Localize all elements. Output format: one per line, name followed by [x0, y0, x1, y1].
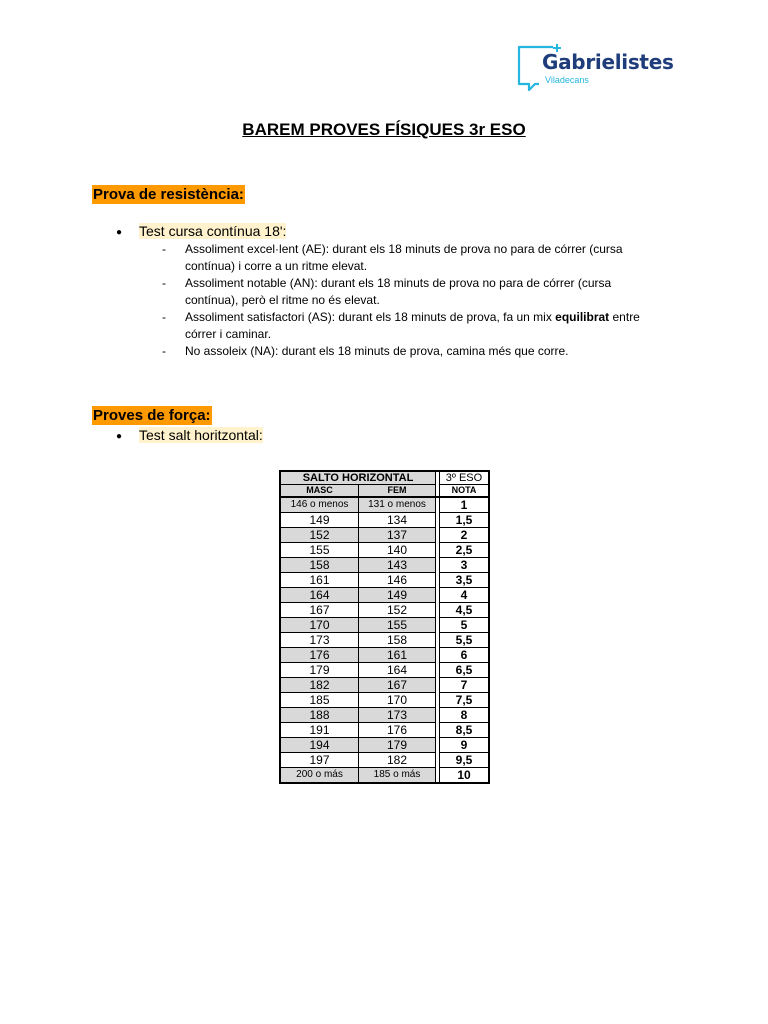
cell-masc: 161	[280, 573, 359, 588]
table-row	[280, 603, 489, 618]
dash-icon: -	[162, 344, 166, 358]
resistance-test-label: Test cursa contínua 18':	[139, 223, 287, 239]
cell-nota: 2	[440, 528, 490, 543]
table-row	[280, 543, 489, 558]
cell-masc: 194	[280, 738, 359, 753]
logo-subtitle: Viladecans	[545, 75, 589, 85]
strength-test-label: Test salt horitzontal:	[139, 427, 263, 443]
table-row	[280, 723, 489, 738]
table-row	[280, 663, 489, 678]
cell-fem: 146	[359, 573, 436, 588]
cell-nota: 7,5	[440, 693, 490, 708]
cell-masc: 146 o menos	[280, 497, 359, 513]
criteria-item-as	[162, 309, 682, 343]
cell-masc: 155	[280, 543, 359, 558]
cell-fem: 173	[359, 708, 436, 723]
cell-nota: 7	[440, 678, 490, 693]
table-row	[280, 633, 489, 648]
cell-fem: 176	[359, 723, 436, 738]
strength-test-bullet	[116, 427, 263, 445]
cell-nota: 6,5	[440, 663, 490, 678]
cell-nota: 8	[440, 708, 490, 723]
dash-icon: -	[162, 276, 166, 290]
cell-nota: 1	[440, 497, 490, 513]
bullet-dot-icon: ●	[116, 227, 123, 238]
cell-masc: 164	[280, 588, 359, 603]
table-title-row	[280, 471, 489, 485]
cell-nota: 3,5	[440, 573, 490, 588]
bullet-dot-icon: ●	[116, 431, 123, 442]
table-row	[280, 513, 489, 528]
cell-masc: 173	[280, 633, 359, 648]
cell-nota: 9,5	[440, 753, 490, 768]
cell-fem: 182	[359, 753, 436, 768]
criteria-an-line1: Assoliment notable (AN): durant els 18 minuts de prova no para de córrer (cursa	[185, 276, 612, 290]
criteria-as-line2: córrer i caminar.	[185, 327, 272, 341]
table-row	[280, 618, 489, 633]
criteria-as-line1a: Assoliment satisfactori (AS): durant els 18 minuts de prova, fa un mix	[185, 310, 556, 324]
header-nota: NOTA	[440, 485, 490, 498]
cell-nota: 1,5	[440, 513, 490, 528]
gabrielistes-logo	[515, 44, 675, 92]
table-title: SALTO HORIZONTAL	[280, 471, 436, 485]
table-row	[280, 573, 489, 588]
cell-nota: 5,5	[440, 633, 490, 648]
table-row	[280, 558, 489, 573]
table-row	[280, 678, 489, 693]
cell-nota: 10	[440, 768, 490, 784]
cell-nota: 4,5	[440, 603, 490, 618]
cell-masc: 200 o más	[280, 768, 359, 784]
page-title: BAREM PROVES FÍSIQUES 3r ESO	[242, 120, 526, 139]
cell-fem: 170	[359, 693, 436, 708]
cell-fem: 152	[359, 603, 436, 618]
criteria-as-bold: equilibrat	[555, 310, 610, 324]
cell-masc: 179	[280, 663, 359, 678]
cell-fem: 161	[359, 648, 436, 663]
cell-nota: 8,5	[440, 723, 490, 738]
cell-nota: 4	[440, 588, 490, 603]
resistance-criteria-list	[162, 241, 682, 360]
cell-fem: 164	[359, 663, 436, 678]
dash-icon: -	[162, 310, 166, 324]
cell-masc: 176	[280, 648, 359, 663]
cell-nota: 9	[440, 738, 490, 753]
cell-fem: 131 o menos	[359, 497, 436, 513]
cell-fem: 137	[359, 528, 436, 543]
table-grade: 3º ESO	[440, 471, 490, 485]
table-row	[280, 648, 489, 663]
cell-masc: 197	[280, 753, 359, 768]
resistance-heading: Prova de resistència:	[93, 186, 244, 203]
table-row	[280, 768, 489, 784]
cell-fem: 143	[359, 558, 436, 573]
table-row	[280, 588, 489, 603]
table-row	[280, 738, 489, 753]
cell-masc: 182	[280, 678, 359, 693]
header-masc: MASC	[280, 485, 359, 498]
cell-fem: 158	[359, 633, 436, 648]
cell-masc: 167	[280, 603, 359, 618]
cell-fem: 185 o más	[359, 768, 436, 784]
criteria-an-line2: contínua), però el ritme no és elevat.	[185, 293, 380, 307]
cell-masc: 191	[280, 723, 359, 738]
resistance-test-bullet	[116, 223, 286, 241]
cell-masc: 185	[280, 693, 359, 708]
header-fem: FEM	[359, 485, 436, 498]
cell-fem: 140	[359, 543, 436, 558]
criteria-as-line1b: entre	[609, 310, 640, 324]
cell-masc: 149	[280, 513, 359, 528]
cell-masc: 152	[280, 528, 359, 543]
logo-name: Gabrielistes	[542, 50, 674, 74]
cell-fem: 167	[359, 678, 436, 693]
cell-masc: 188	[280, 708, 359, 723]
strength-heading: Proves de força:	[93, 407, 211, 424]
table-row	[280, 528, 489, 543]
cell-masc: 158	[280, 558, 359, 573]
table-row	[280, 708, 489, 723]
cell-nota: 6	[440, 648, 490, 663]
criteria-item-an	[162, 275, 682, 309]
table-row	[280, 693, 489, 708]
cell-nota: 2,5	[440, 543, 490, 558]
criteria-item-na	[162, 343, 682, 360]
cell-nota: 3	[440, 558, 490, 573]
salto-horizontal-table	[279, 470, 490, 784]
cell-fem: 155	[359, 618, 436, 633]
criteria-as-line1	[185, 309, 682, 326]
table-header-row	[280, 485, 489, 498]
criteria-na-line1: No assoleix (NA): durant els 18 minuts de prova, camina més que corre.	[185, 344, 569, 358]
cell-fem: 149	[359, 588, 436, 603]
cell-fem: 134	[359, 513, 436, 528]
criteria-ae-line1: Assoliment excel·lent (AE): durant els 18 minuts de prova no para de córrer (cursa	[185, 242, 623, 256]
cell-fem: 179	[359, 738, 436, 753]
table-row	[280, 497, 489, 513]
table-row	[280, 753, 489, 768]
dash-icon: -	[162, 242, 166, 256]
criteria-item-ae	[162, 241, 682, 275]
cell-nota: 5	[440, 618, 490, 633]
criteria-ae-line2: contínua) i corre a un ritme elevat.	[185, 259, 368, 273]
cell-masc: 170	[280, 618, 359, 633]
